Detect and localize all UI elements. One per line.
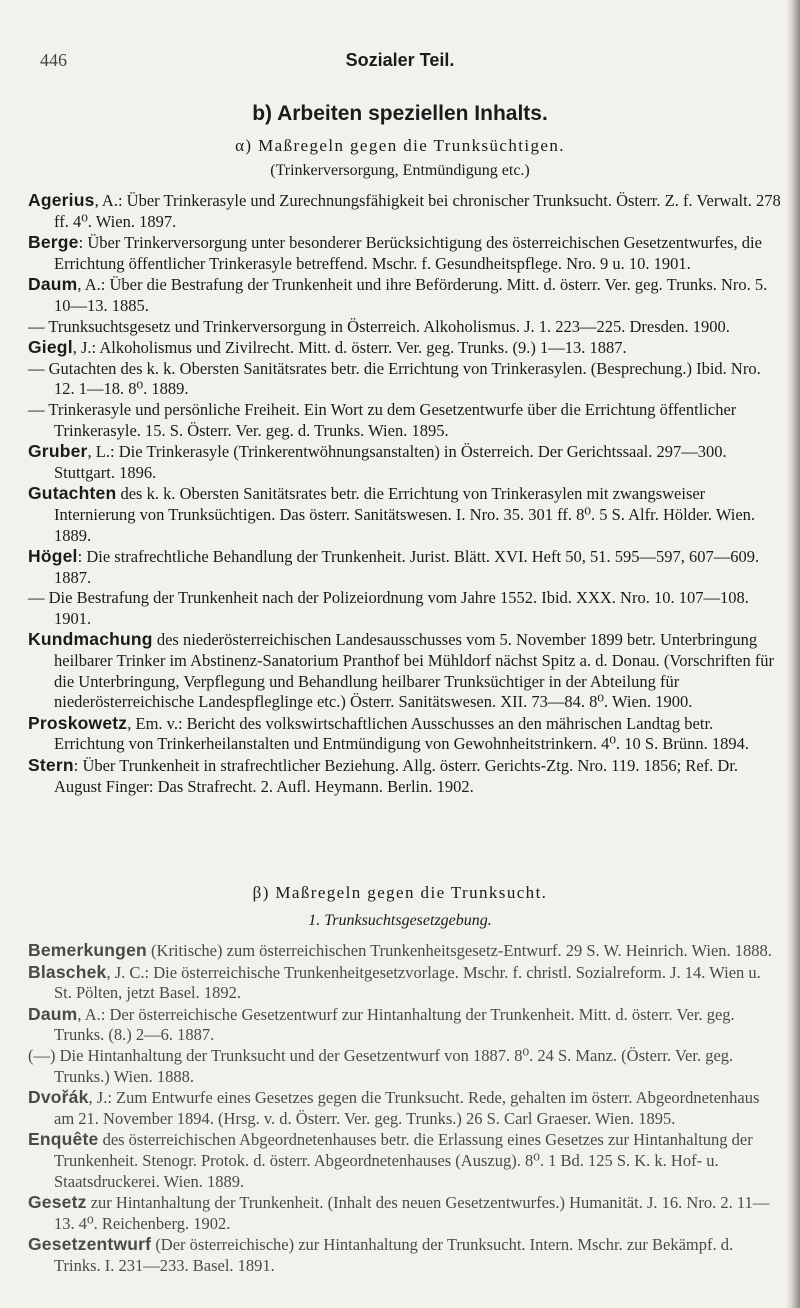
entry-author: Agerius (28, 190, 95, 210)
bibliography-entry (28, 190, 782, 232)
section-title: b) Arbeiten speziellen Inhalts. (252, 102, 548, 125)
entry-text: : Über Trinkerversorgung unter besonderer Berücksichtigung des österreichischen Gesetzentwurfes, die Errichtung öffentlicher Trinkerasyle betreffend. Mschr. f. Gesundheitspflege. Nro. 9 u. 10. 1901. (54, 233, 762, 273)
bibliography-entry (28, 1129, 782, 1192)
bibliography-entry (28, 359, 782, 400)
entry-author: Blaschek (28, 961, 107, 982)
entry-text: des k. k. Obersten Sanitätsrates betr. die Errichtung von Trinkerasylen mit zwangsweiser Internierung von Trunksüchtigen. Das österr. Sanitätswesen. I. Nro. 35. 301 ff. 8⁰. 5 S. Alfr. Hölder. Wien. 1889. (54, 484, 756, 545)
entry-text: (Kritische) zum österreichischen Trunkenheitsgesetz-Entwurf. 29 S. W. Heinrich. Wien. 1888. (146, 941, 772, 960)
entry-author: Dvořák (28, 1087, 89, 1108)
entry-text: zur Hintanhaltung der Trunkenheit. (Inhalt des neuen Gesetzentwurfes.) Humanität. J. 16. Nro. 2. 11—13. 4⁰. Reichenberg. 1902. (54, 1193, 770, 1233)
subsection-beta-heading: 1. Trunksuchtsgesetzgebung. (308, 912, 492, 929)
running-title: Sozialer Teil. (345, 50, 455, 70)
bibliography-alpha (28, 190, 782, 797)
bibliography-entry (28, 317, 782, 338)
entry-author: Bemerkungen (28, 940, 147, 960)
entry-text: , A.: Über die Bestrafung der Trunkenheit und ihre Beförderung. Mitt. d. österr. Ver. geg. Trunks. Nro. 5. 10—13. 1885. (54, 275, 768, 315)
entry-text: , A.: Der österreichische Gesetzentwurf zur Hintanhaltung der Trunkenheit. Mitt. d. österr. Ver. geg. Trunks. (8.) 2—6. 1887. (54, 1004, 735, 1045)
page-header (0, 50, 800, 80)
entry-text: des österreichischen Abgeordnetenhauses betr. die Erlassung eines Gesetzes zur Hintanhaltung der Trunkenheit. Stenogr. Protok. d. österr. Abgeordnetenhauses (Auszug). 8⁰. 1 Bd. 125 S. K. k. Hof- u. Staatsdruckerei. Wien. 1889. (54, 1130, 753, 1191)
entry-text: (Der österreichische) zur Hintanhaltung der Trunksucht. Intern. Mschr. zur Bekämpf. d. Trinks. I. 231—233. Basel. 1891. (54, 1235, 734, 1275)
entry-author: Giegl (28, 337, 73, 358)
entry-author: Högel (28, 546, 78, 567)
bibliography-beta (28, 940, 782, 1277)
entry-text: , J.: Alkoholismus und Zivilrecht. Mitt. d. österr. Ver. geg. Trunks. (9.) 1—13. 1887. (72, 338, 627, 358)
subsection-alpha-note: (Trinkerversorgung, Entmündigung etc.) (270, 162, 530, 179)
bibliography-entry (28, 1004, 782, 1046)
bibliography-entry (28, 1192, 782, 1234)
entry-author: Proskowetz (28, 712, 128, 733)
entry-text: — Trunksuchtsgesetz und Trinkerversorgung in Österreich. Alkoholismus. J. 1. 223—225. Dresden. 1900. (28, 316, 730, 336)
subsection-beta-title: β) Maßregeln gegen die Trunksucht. (252, 883, 548, 902)
entry-text: : Die strafrechtliche Behandlung der Trunkenheit. Jurist. Blätt. XVI. Heft 50, 51. 595—597, 607—609. 1887. (54, 547, 760, 587)
entry-text: , L.: Die Trinkerasyle (Trinkerentwöhnungsanstalten) in Österreich. Der Gerichtssaal. 297—300. Stuttgart. 1896. (54, 442, 727, 482)
entry-text: des niederösterreichischen Landesausschusses vom 5. November 1899 betr. Unterbringung heilbarer Trinker im Abstinenz-Sanatorium Pranthof bei Mühldorf nächst Spitz a. d. Donau. (Vorschriften für die Unterbringung, Verpflegung und Behandlung heilbarer Trunksüchtiger in der Abteilung für niederösterreichische Landespfleglinge etc.) Österr. Sanitätswesen. XII. 73—84. 8⁰. Wien. 1900. (54, 630, 775, 712)
bibliography-entry (28, 1234, 782, 1276)
entry-text: — Gutachten des k. k. Obersten Sanitätsrates betr. die Errichtung von Trinkerasylen. (Besprechung.) Ibid. Nro. 12. 1—18. 8⁰. 1889. (28, 358, 761, 399)
entry-author: Kundmachung (28, 629, 153, 650)
bibliography-entry (28, 940, 782, 962)
page-number: 446 (40, 50, 67, 70)
entry-text: , J.: Zum Entwurfe eines Gesetzes gegen die Trunksucht. Rede, gehalten im österr. Abgeordnetenhaus am 21. November 1894. (Hrsg. v. d. Österr. Ver. geg. Trunks.) 26 S. Carl Graeser. Wien. 1895. (54, 1088, 760, 1128)
entry-text: , Em. v.: Bericht des volkswirtschaftlichen Ausschusses an den mährischen Landtag betr. Errichtung von Trinkerheilanstalten und Entmündigung von Gewohnheitstrinkern. 4⁰. 10 S. Brünn. 1894. (54, 713, 749, 754)
bibliography-entry (28, 962, 782, 1004)
bibliography-entry (28, 1087, 782, 1129)
bibliography-entry (28, 629, 782, 712)
entry-text: — Trinkerasyle und persönliche Freiheit. Ein Wort zu dem Gesetzentwurfe über die Errichtung öffentlicher Trinkerasyle. 15. S. Österr. Ver. geg. d. Trunks. Wien. 1895. (28, 399, 737, 440)
entry-author: Gesetzentwurf (28, 1234, 152, 1255)
bibliography-entry (28, 1046, 782, 1087)
bibliography-entry (28, 232, 782, 274)
entry-text: (—) Die Hintanhaltung der Trunksucht und der Gesetzentwurf von 1887. 8⁰. 24 S. Manz. (Österr. Ver. geg. Trunks.) Wien. 1888. (28, 1045, 734, 1086)
entry-author: Gruber (28, 441, 88, 462)
bibliography-entry (28, 441, 782, 483)
entry-author: Gutachten (28, 483, 117, 504)
entry-author: Berge (28, 232, 79, 253)
bibliography-entry (28, 713, 782, 755)
entry-text: — Die Bestrafung der Trunkenheit nach der Polizeiordnung vom Jahre 1552. Ibid. XXX. Nro. 10. 107—108. 1901. (28, 588, 749, 628)
bibliography-entry (28, 400, 782, 441)
bibliography-entry (28, 337, 782, 359)
entry-author: Daum (28, 274, 78, 295)
entry-author: Enquête (28, 1129, 99, 1150)
entry-author: Daum (28, 1003, 78, 1024)
entry-text: , J. C.: Die österreichische Trunkenheitgesetzvorlage. Mschr. f. christl. Sozialreform. J. 14. Wien u. St. Pölten, jetzt Basel. 1892. (54, 962, 761, 1003)
book-spine-shadow (786, 0, 800, 1308)
bibliography-entry (28, 755, 782, 797)
bibliography-entry (28, 483, 782, 546)
entry-author: Stern (28, 755, 74, 776)
subsection-alpha-title: α) Maßregeln gegen die Trunksüchtigen. (235, 136, 565, 155)
bibliography-entry (28, 546, 782, 588)
bibliography-entry (28, 588, 782, 629)
entry-text: : Über Trunkenheit in strafrechtlicher Beziehung. Allg. österr. Gerichts-Ztg. Nro. 119. 1856; Ref. Dr. August Finger: Das Strafrecht. 2. Aufl. Heymann. Berlin. 1902. (54, 756, 739, 796)
bibliography-entry (28, 274, 782, 316)
entry-text: , A.: Über Trinkerasyle und Zurechnungsfähigkeit bei chronischer Trunksucht. Österr. Z. f. Verwalt. 278 ff. 4⁰. Wien. 1897. (54, 191, 781, 231)
entry-author: Gesetz (28, 1192, 87, 1213)
